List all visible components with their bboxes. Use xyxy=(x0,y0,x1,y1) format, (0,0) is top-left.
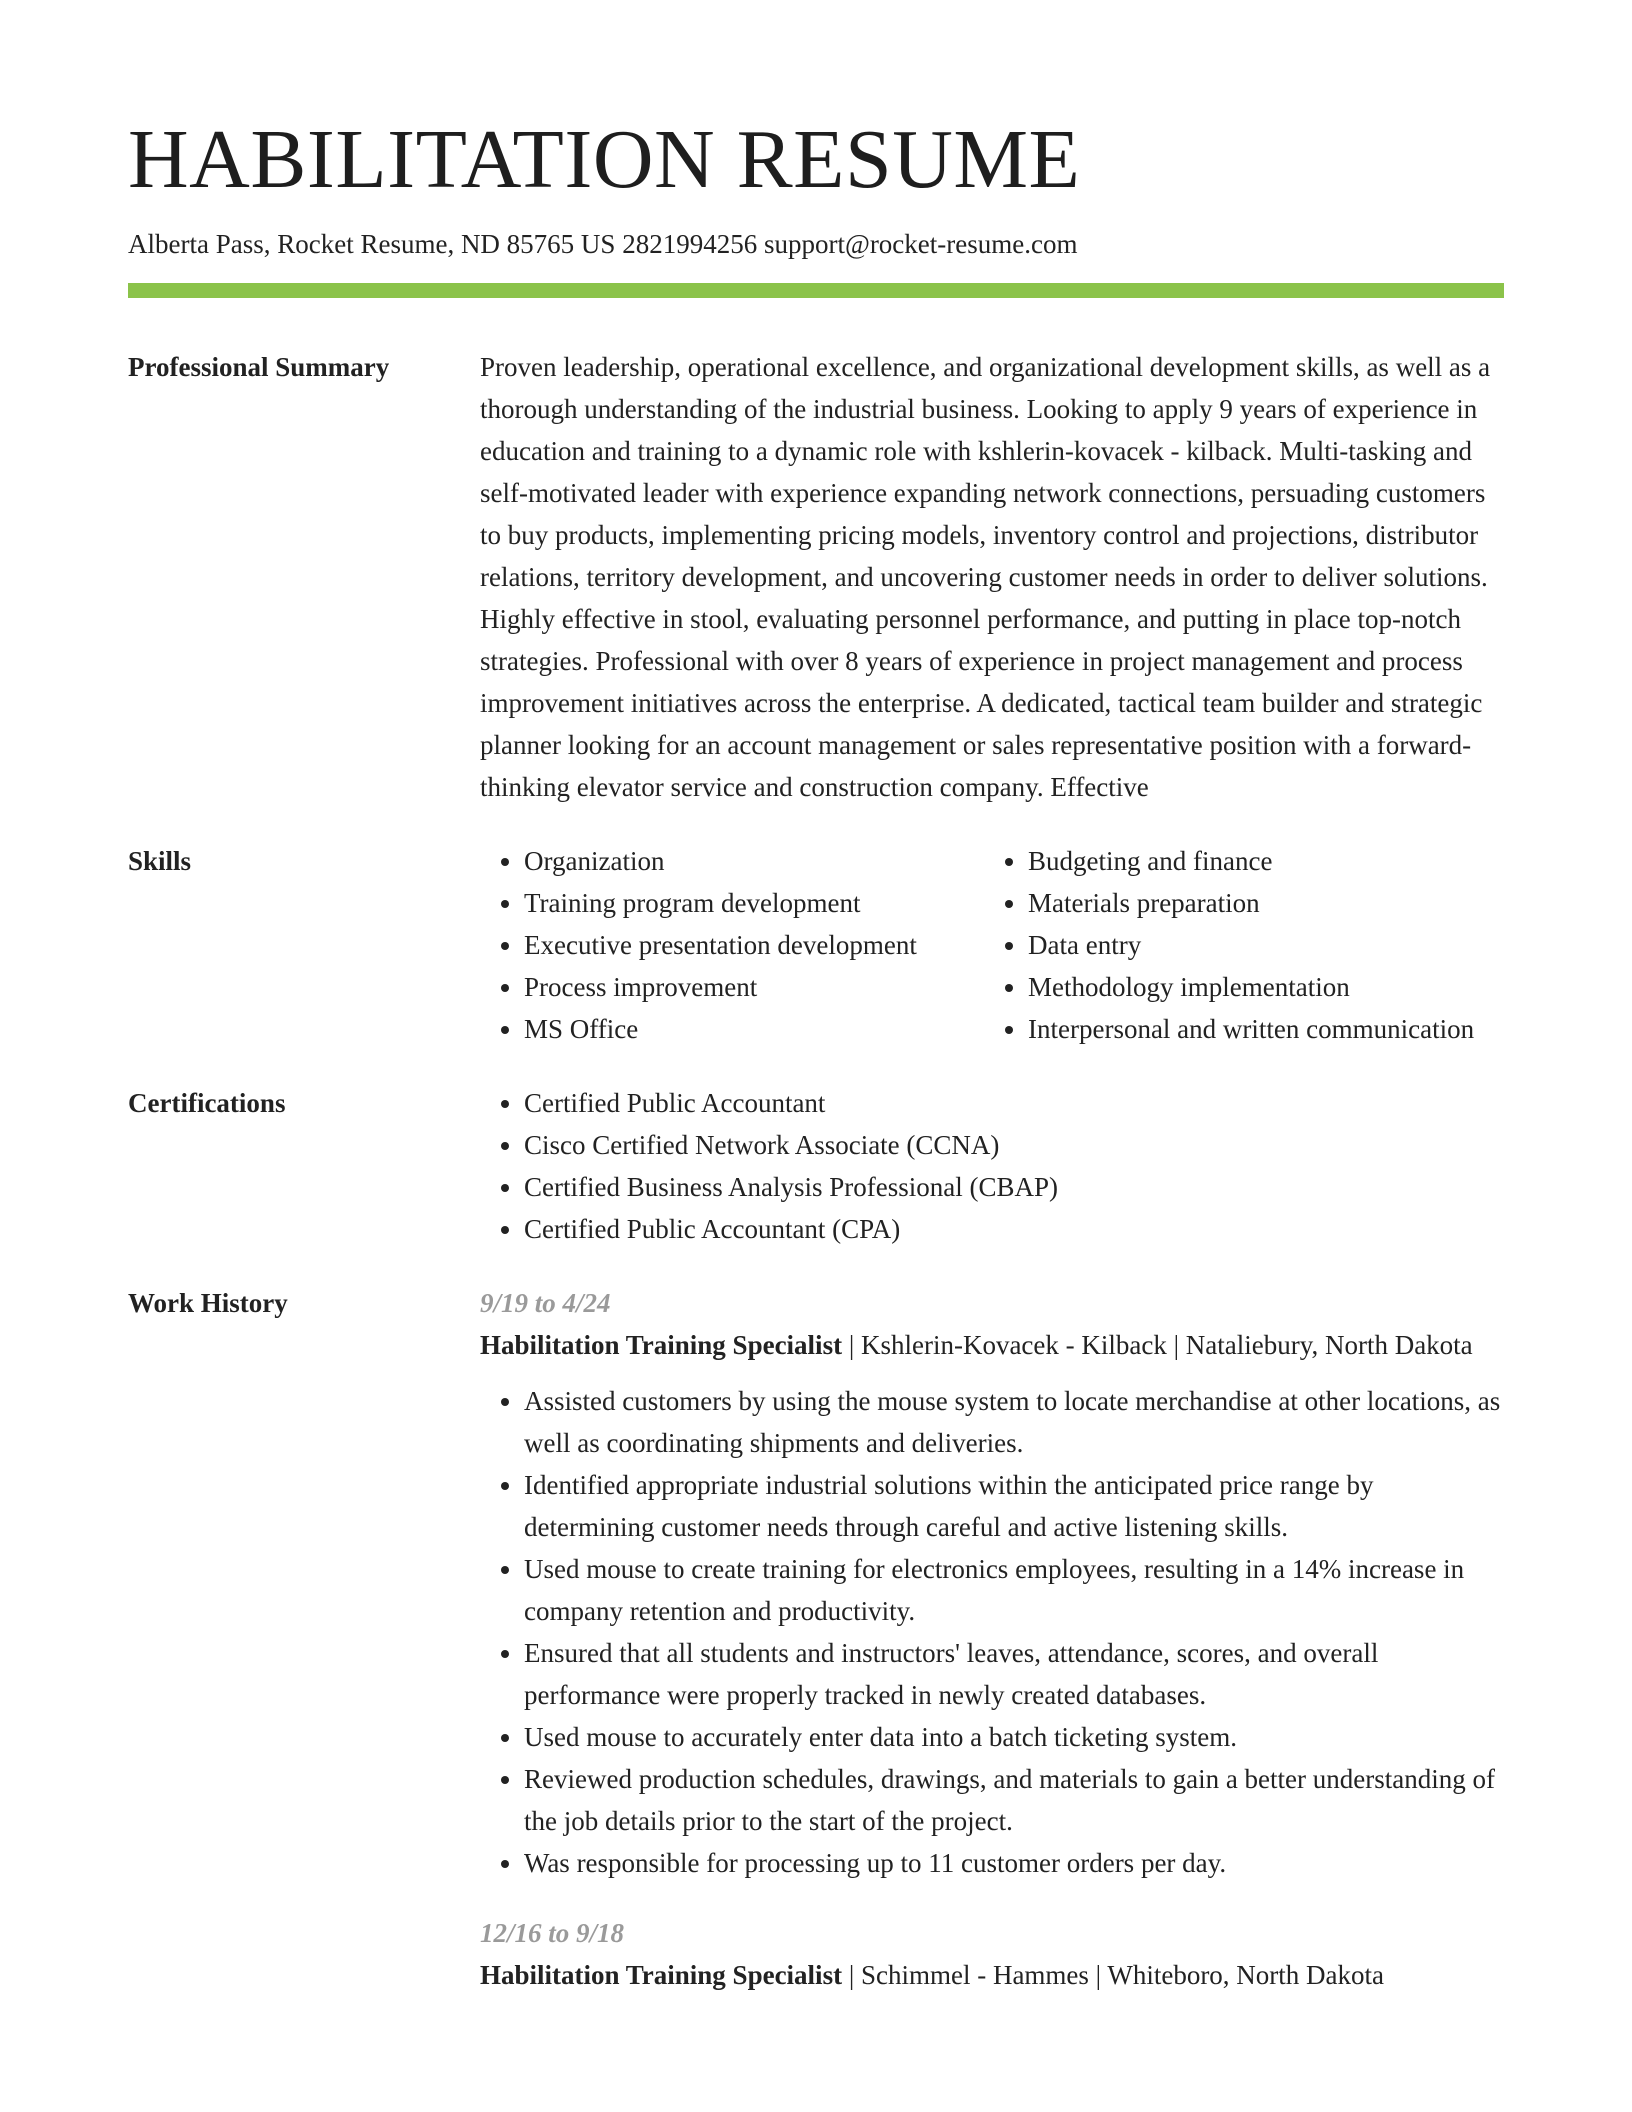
list-item: • MS Office xyxy=(524,1008,984,1050)
job-details: | Schimmel - Hammes | Whiteboro, North Dakota xyxy=(842,1960,1385,1991)
skills-column-left xyxy=(480,840,984,1050)
list-item: • Certified Business Analysis Professional (CBAP) xyxy=(524,1166,1504,1208)
resume-title: HABILITATION RESUME xyxy=(128,113,1081,206)
list-item: • Reviewed production schedules, drawings, and materials to gain a better understanding of the job details prior to the start of the project. xyxy=(524,1758,1504,1842)
list-item: • Data entry xyxy=(1028,924,1504,966)
list-item: • Used mouse to accurately enter data into a batch ticketing system. xyxy=(524,1716,1504,1758)
list-item: • Ensured that all students and instructors' leaves, attendance, scores, and overall performance were properly tracked in newly created databases. xyxy=(524,1632,1504,1716)
job-heading xyxy=(480,1954,1504,1996)
list-item: • Executive presentation development xyxy=(524,924,984,966)
accent-divider xyxy=(128,283,1504,298)
job-heading xyxy=(480,1324,1504,1366)
list-item: • Identified appropriate industrial solutions within the anticipated price range by determining customer needs through careful and active listening skills. xyxy=(524,1464,1504,1548)
skills-column-right xyxy=(984,840,1504,1050)
list-item: • Process improvement xyxy=(524,966,984,1008)
job-details: | Kshlerin-Kovacek - Kilback | Nataliebury, North Dakota xyxy=(842,1330,1473,1361)
job-dates: 12/16 to 9/18 xyxy=(480,1918,625,1949)
section-label: Certifications xyxy=(128,1088,286,1119)
work-history-body xyxy=(480,1282,1504,1996)
section-work-history xyxy=(128,1282,1504,1996)
list-item: • Cisco Certified Network Associate (CCNA) xyxy=(524,1124,1504,1166)
section-certifications xyxy=(128,1082,1504,1250)
list-item: • Used mouse to create training for electronics employees, resulting in a 14% increase in company retention and productivity. xyxy=(524,1548,1504,1632)
job-dates: 9/19 to 4/24 xyxy=(480,1288,611,1319)
list-item: • Certified Public Accountant xyxy=(524,1082,1504,1124)
list-item: • Was responsible for processing up to 11 customer orders per day. xyxy=(524,1842,1504,1884)
section-label: Skills xyxy=(128,846,192,877)
list-item: • Budgeting and finance xyxy=(1028,840,1504,882)
job-entry xyxy=(480,1912,1504,1996)
list-item: • Certified Public Accountant (CPA) xyxy=(524,1208,1504,1250)
job-title: Habilitation Training Specialist xyxy=(480,1960,843,1991)
skills-grid xyxy=(480,840,1504,1050)
list-item: • Methodology implementation xyxy=(1028,966,1504,1008)
list-item: • Assisted customers by using the mouse system to locate merchandise at other locations, as well as coordinating shipments and deliveries. xyxy=(524,1380,1504,1464)
list-item: • Materials preparation xyxy=(1028,882,1504,924)
certifications-list xyxy=(480,1082,1504,1250)
job-bullets xyxy=(480,1380,1504,1884)
section-skills xyxy=(128,840,1504,1050)
contact-line: Alberta Pass, Rocket Resume, ND 85765 US 2821994256 support@rocket-resume.com xyxy=(128,229,1078,259)
section-label: Professional Summary xyxy=(128,352,390,383)
job-title: Habilitation Training Specialist xyxy=(480,1330,843,1361)
list-item: • Interpersonal and written communication xyxy=(1028,1008,1504,1050)
summary-text: Proven leadership, operational excellence, and organizational development skills, as well as a thorough understanding of the industrial business. Looking to apply 9 years of experience in education and training to a dynamic role with kshlerin-kovacek - kilback. Multi-tasking and self-motivated leader with experience expanding network connections, persuading customers to buy products, implementing pricing models, inventory control and projections, distributor relations, territory development, and uncovering customer needs in order to deliver solutions. Highly effective in stool, evaluating personnel performance, and putting in place top-notch strategies. Professional with over 8 years of experience in project management and process improvement initiatives across the enterprise. A dedicated, tactical team builder and strategic planner looking for an account management or sales representative position with a forward-thinking elevator service and construction company. Effective xyxy=(480,352,1491,803)
section-label: Work History xyxy=(128,1288,288,1319)
list-item: • Organization xyxy=(524,840,984,882)
list-item: • Training program development xyxy=(524,882,984,924)
job-entry xyxy=(480,1282,1504,1884)
section-professional-summary xyxy=(128,346,1504,808)
